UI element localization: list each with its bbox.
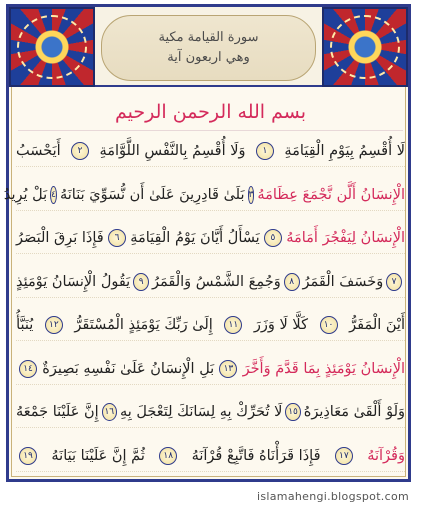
verse-line (16, 354, 405, 385)
ayah-number-icon: ١٢ (45, 316, 63, 334)
verse-text: ثُمَّ إِنَّ عَلَيْنَا بَيَانَهُ (51, 447, 145, 464)
ornament-right-icon (322, 7, 408, 87)
verse-text: لَا تُحَرِّكْ بِهِ لِسَانَكَ لِتَعْجَلَ بِهِ (119, 404, 283, 421)
verse-line (16, 223, 405, 254)
ayah-number-icon: ١٠ (320, 316, 338, 334)
ornament-left-icon (9, 7, 95, 87)
ayah-number-icon: ٩ (133, 273, 149, 291)
verse-text: كَلَّا لَا وَزَرَ (253, 317, 308, 334)
ayah-number-icon: ٣ (248, 186, 255, 204)
verse-text: فَإِذَا بَرِقَ الْبَصَرُ (16, 230, 104, 247)
verse-line (3, 180, 405, 211)
verse-text: يُنَبَّأُ (16, 317, 34, 334)
ayah-number-icon: ٨ (284, 273, 300, 291)
verse-text: بَلِ الْإِنسَانُ عَلَىٰ نَفْسِهِ بَصِيرَةٌ (42, 360, 215, 377)
verse-text: بَلْ يُرِيدُ (3, 186, 48, 203)
verse-text: إِلَىٰ رَبِّكَ يَوْمَئِذٍ الْمُسْتَقَرُّ (74, 317, 213, 334)
verse-text: أَيَحْسَبُ (16, 143, 61, 159)
verse-text: يَسْأَلُ أَيَّانَ يَوْمُ الْقِيَامَةِ (130, 230, 260, 247)
verse-line (16, 267, 405, 298)
verse-line (16, 397, 405, 428)
verse-text: فَإِذَا قَرَأْنَاهُ فَاتَّبِعْ قُرْآنَهُ (191, 447, 321, 464)
verse-text: بَلَىٰ قَادِرِينَ عَلَىٰ أَن نُّسَوِّيَ بَنَانَهُ (59, 186, 245, 203)
verse-text: وَلَوْ أَلْقَىٰ مَعَاذِيرَهُ (303, 404, 405, 421)
ayah-number-icon: ١٣ (219, 360, 237, 378)
verse-text: يَقُولُ الْإِنسَانُ يَوْمَئِذٍ (15, 273, 131, 290)
ayah-number-icon: ١٧ (335, 447, 353, 465)
ayah-number-icon: ٧ (386, 273, 402, 291)
ayah-number-icon: ١٥ (285, 403, 300, 421)
ayah-number-icon: ١٤ (19, 360, 37, 378)
verse-text: الْإِنسَانُ لِيَفْجُرَ أَمَامَهُ (286, 230, 405, 247)
ayah-number-icon: ١٨ (159, 447, 177, 465)
ayah-number-icon: ١٦ (102, 403, 117, 421)
verse-text: الْإِنسَانُ أَلَّن نَّجْمَعَ عِظَامَهُ (257, 186, 405, 203)
ayah-number-icon: ٤ (50, 186, 57, 204)
ayah-number-icon: ١٩ (19, 447, 37, 465)
verse-text: لَا أُقْسِمُ بِيَوْمِ الْقِيَامَةِ (284, 143, 405, 159)
verse-text: إِنَّ عَلَيْنَا جَمْعَهُ (16, 404, 99, 421)
ayah-number-icon: ٢ (71, 142, 89, 160)
sura-header (9, 7, 408, 87)
sura-verse-count: وهي اربعون آية (167, 50, 250, 65)
ayah-number-icon: ١ (256, 142, 274, 160)
verse-text: الْإِنسَانُ يَوْمَئِذٍ بِمَا قَدَّمَ وَأَخَّرَ (242, 360, 405, 377)
sura-name: سورة القيامة مكية (158, 30, 259, 45)
verse-text: أَيْنَ الْمَفَرُّ (349, 317, 405, 334)
verse-line (16, 310, 405, 341)
verse-text: وَقُرْآنَهُ (367, 447, 405, 464)
verse-text: وَلَا أُقْسِمُ بِالنَّفْسِ اللَّوَّامَةِ (99, 143, 246, 159)
sura-title (101, 15, 316, 81)
verse-line (16, 441, 405, 472)
ayah-number-icon: ٦ (108, 229, 126, 247)
verse-text: وَخَسَفَ الْقَمَرُ (302, 273, 384, 290)
ayah-number-icon: ١١ (224, 316, 242, 334)
verse-text: وَجُمِعَ الشَّمْسُ وَالْقَمَرُ (152, 273, 281, 290)
verses-block (3, 136, 405, 472)
ayah-number-icon: ٥ (264, 229, 282, 247)
verse-line (16, 136, 405, 167)
watermark-url: islamahengi.blogspot.com (257, 490, 409, 503)
basmala: بسم الله الرحمن الرحيم (18, 94, 403, 131)
